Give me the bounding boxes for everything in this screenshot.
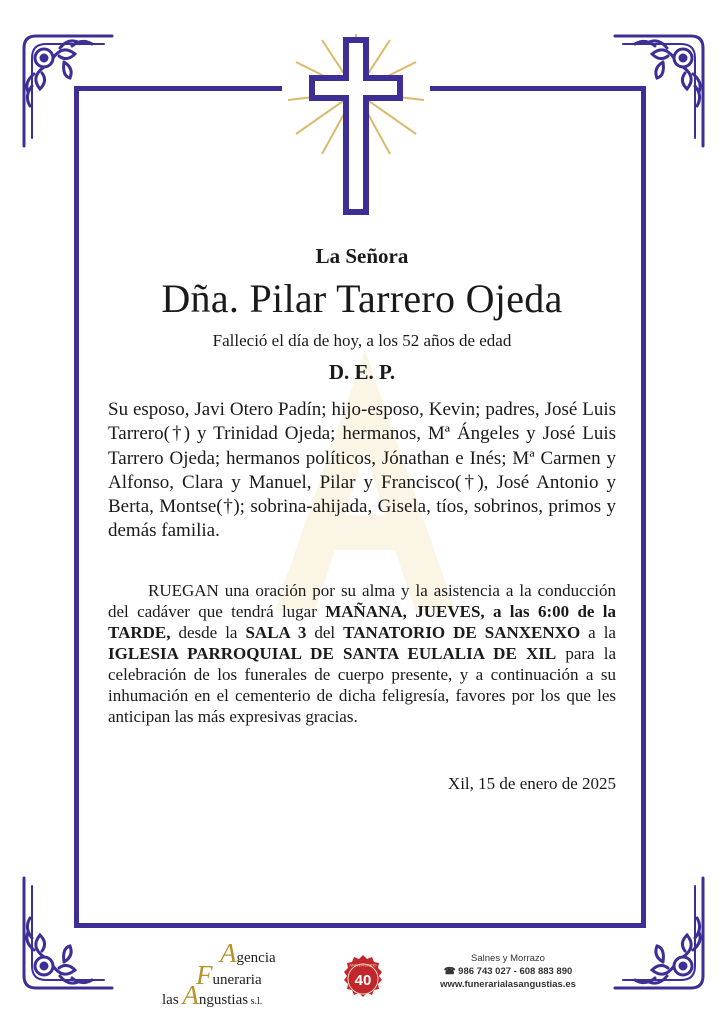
request-paragraph [108, 580, 616, 727]
rip-line: D. E. P. [328, 360, 396, 384]
corner-ornament-icon [14, 876, 114, 996]
logo-line-1: Agencia [220, 938, 276, 968]
logo-line-2: Funeraria [196, 960, 262, 990]
seal-ring-text: ANIVERSARIO [349, 962, 377, 968]
anniversary-seal [338, 954, 388, 1004]
deceased-name: Dña. Pilar Tarrero Ojeda [161, 276, 563, 321]
request-funeral-home: TANATORIO DE SANXENXO [343, 623, 581, 642]
request-text: para la celebración de los funerales de cuerpo presente, y a continuación a su inhumación en el cementerio de dicha feligresía, favores por los que les anticipan las más expresivas gracias. [108, 644, 616, 726]
company-logo [162, 938, 312, 1010]
contact-website[interactable]: www.funerarialasangustias.es [440, 979, 576, 990]
request-text: RUEGAN una oración por su alma y la asistencia a la conducción del cadáver que tendrá lugar [108, 581, 616, 621]
corner-ornament-icon [613, 876, 713, 996]
contact-block [418, 952, 598, 991]
corner-ornament-icon [613, 28, 713, 148]
cross-icon [282, 30, 430, 230]
seal-number: 40 [354, 972, 372, 989]
place-date-line: Xil, 15 de enero de 2025 [447, 774, 616, 793]
request-room: SALA 3 [245, 623, 307, 642]
request-church: IGLESIA PARROQUIAL DE SANTA EULALIA DE XIL [108, 644, 557, 663]
request-text: a la [580, 623, 616, 642]
contact-phones: ☎ 986 743 027 - 608 883 890 [443, 966, 573, 977]
request-text: del [306, 623, 344, 642]
contact-area: Salnes y Morrazo [471, 953, 545, 964]
request-text: desde la [170, 623, 246, 642]
logo-line-3: las Angustias s.l. [162, 980, 263, 1010]
corner-ornament-icon [14, 28, 114, 148]
age-line: Falleció el día de hoy, a los 52 años de edad [212, 331, 512, 350]
family-paragraph: Su esposo, Javi Otero Padín; hijo-esposo, Kevin; padres, José Luis Tarrero(†) y Trinidad Ojeda; hermanos, Mª Ángeles y José Luis Tarrero Ojeda; hermanos políticos, Jónathan e Inés; Mª Carmen y Alfonso, Clara y Manuel, Pilar y Francisco(†), José Antonio y Berta, Montse(†); sobrina-ahijada, Gisela, tíos, sobrinos, primos y demás familia. [108, 399, 616, 542]
honorific-line: La Señora [315, 244, 409, 268]
request-time: MAÑANA, JUEVES, a las 6:00 de la TARDE, [108, 602, 617, 642]
